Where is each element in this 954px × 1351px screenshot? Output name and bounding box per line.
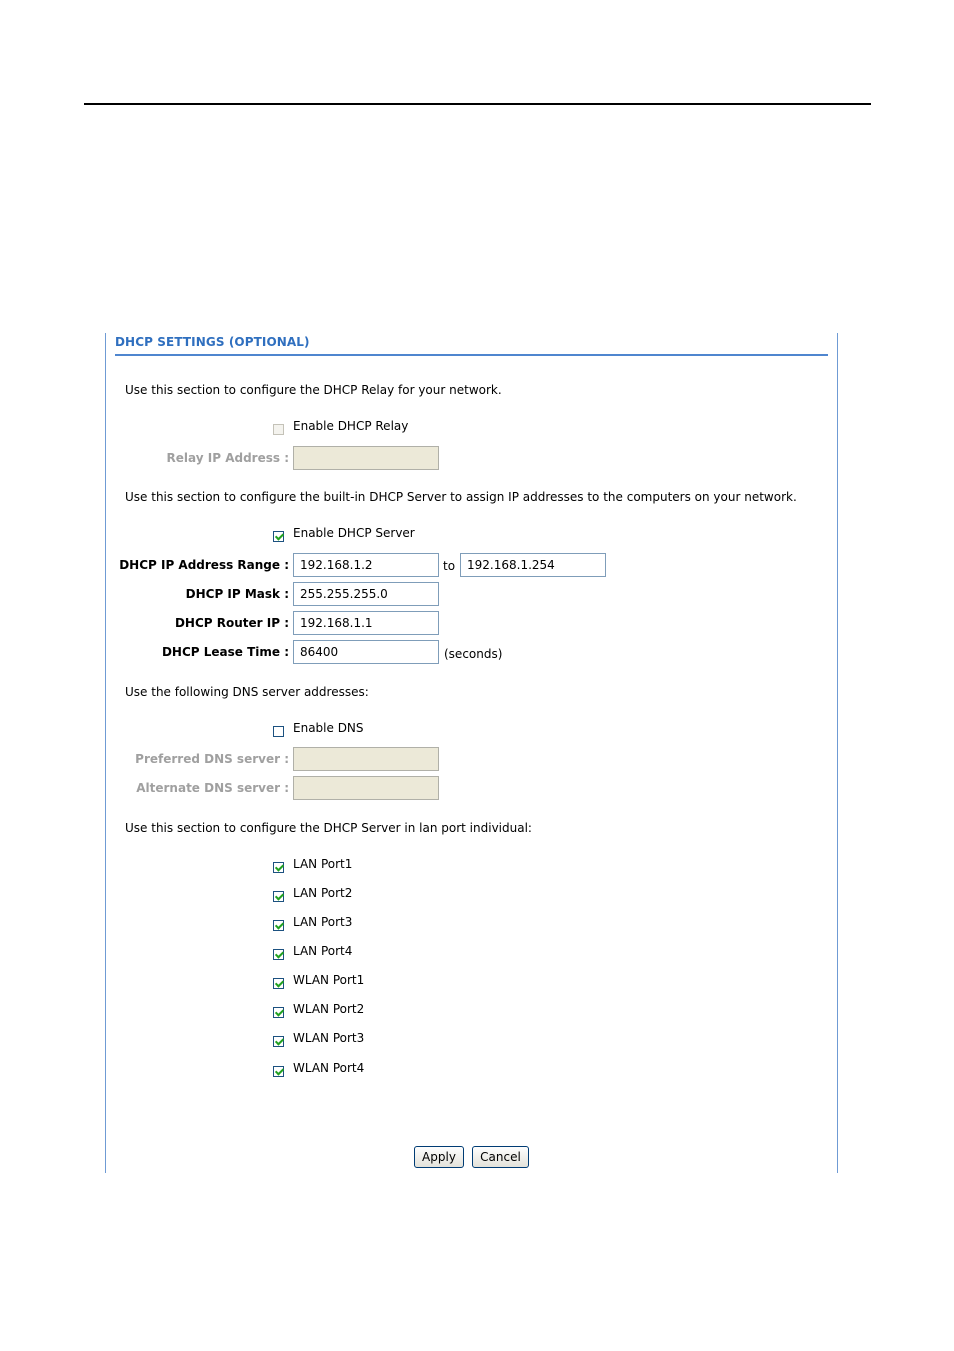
lan-port4-checkbox[interactable] <box>273 949 284 960</box>
ip-mask-input[interactable] <box>293 582 439 606</box>
relay-intro: Use this section to configure the DHCP Relay for your network. <box>125 383 502 397</box>
lan-port2-checkbox[interactable] <box>273 891 284 902</box>
wlan-port4-label: WLAN Port4 <box>293 1061 365 1075</box>
wlan-port1-checkbox[interactable] <box>273 978 284 989</box>
lan-port4-label: LAN Port4 <box>293 944 353 958</box>
wlan-port3-label: WLAN Port3 <box>293 1031 365 1045</box>
lan-port2-label: LAN Port2 <box>293 886 353 900</box>
enable-dhcp-server-checkbox[interactable] <box>273 531 284 542</box>
apply-button[interactable]: Apply <box>414 1146 464 1168</box>
wlan-port1-label: WLAN Port1 <box>293 973 365 987</box>
enable-dhcp-relay-label: Enable DHCP Relay <box>293 419 409 433</box>
wlan-port2-checkbox[interactable] <box>273 1007 284 1018</box>
preferred-dns-label: Preferred DNS server : <box>135 752 289 766</box>
wlan-port4-checkbox[interactable] <box>273 1066 284 1077</box>
range-to-text: to <box>443 559 456 573</box>
relay-ip-input[interactable] <box>293 446 439 470</box>
ip-range-start-input[interactable] <box>293 553 439 577</box>
ip-range-label: DHCP IP Address Range : <box>119 558 289 572</box>
lease-time-input[interactable] <box>293 640 439 664</box>
alternate-dns-input[interactable] <box>293 776 439 800</box>
enable-dns-label: Enable DNS <box>293 721 364 735</box>
lan-port3-label: LAN Port3 <box>293 915 353 929</box>
enable-dhcp-server-label: Enable DHCP Server <box>293 526 415 540</box>
enable-dns-checkbox[interactable] <box>273 726 284 737</box>
relay-ip-label: Relay IP Address : <box>166 451 289 465</box>
wlan-port3-checkbox[interactable] <box>273 1036 284 1047</box>
router-ip-input[interactable] <box>293 611 439 635</box>
section-title: DHCP SETTINGS (OPTIONAL) <box>115 335 310 349</box>
dhcp-settings-panel <box>105 333 838 1173</box>
lan-port1-checkbox[interactable] <box>273 862 284 873</box>
alternate-dns-label: Alternate DNS server : <box>136 781 289 795</box>
page-top-rule <box>84 103 871 105</box>
preferred-dns-input[interactable] <box>293 747 439 771</box>
server-intro: Use this section to configure the built-in DHCP Server to assign IP addresses to the computers on your network. <box>125 490 797 504</box>
cancel-button[interactable]: Cancel <box>472 1146 529 1168</box>
router-ip-label: DHCP Router IP : <box>174 616 289 630</box>
lan-port1-label: LAN Port1 <box>293 857 353 871</box>
lease-time-unit: (seconds) <box>444 647 503 661</box>
lease-time-label: DHCP Lease Time : <box>161 645 289 659</box>
ports-intro: Use this section to configure the DHCP Server in lan port individual: <box>125 821 532 835</box>
dns-intro: Use the following DNS server addresses: <box>125 685 369 699</box>
ip-range-end-input[interactable] <box>460 553 606 577</box>
wlan-port2-label: WLAN Port2 <box>293 1002 365 1016</box>
title-divider <box>115 354 828 356</box>
ip-mask-label: DHCP IP Mask : <box>185 587 289 601</box>
lan-port3-checkbox[interactable] <box>273 920 284 931</box>
enable-dhcp-relay-checkbox[interactable] <box>273 424 284 435</box>
